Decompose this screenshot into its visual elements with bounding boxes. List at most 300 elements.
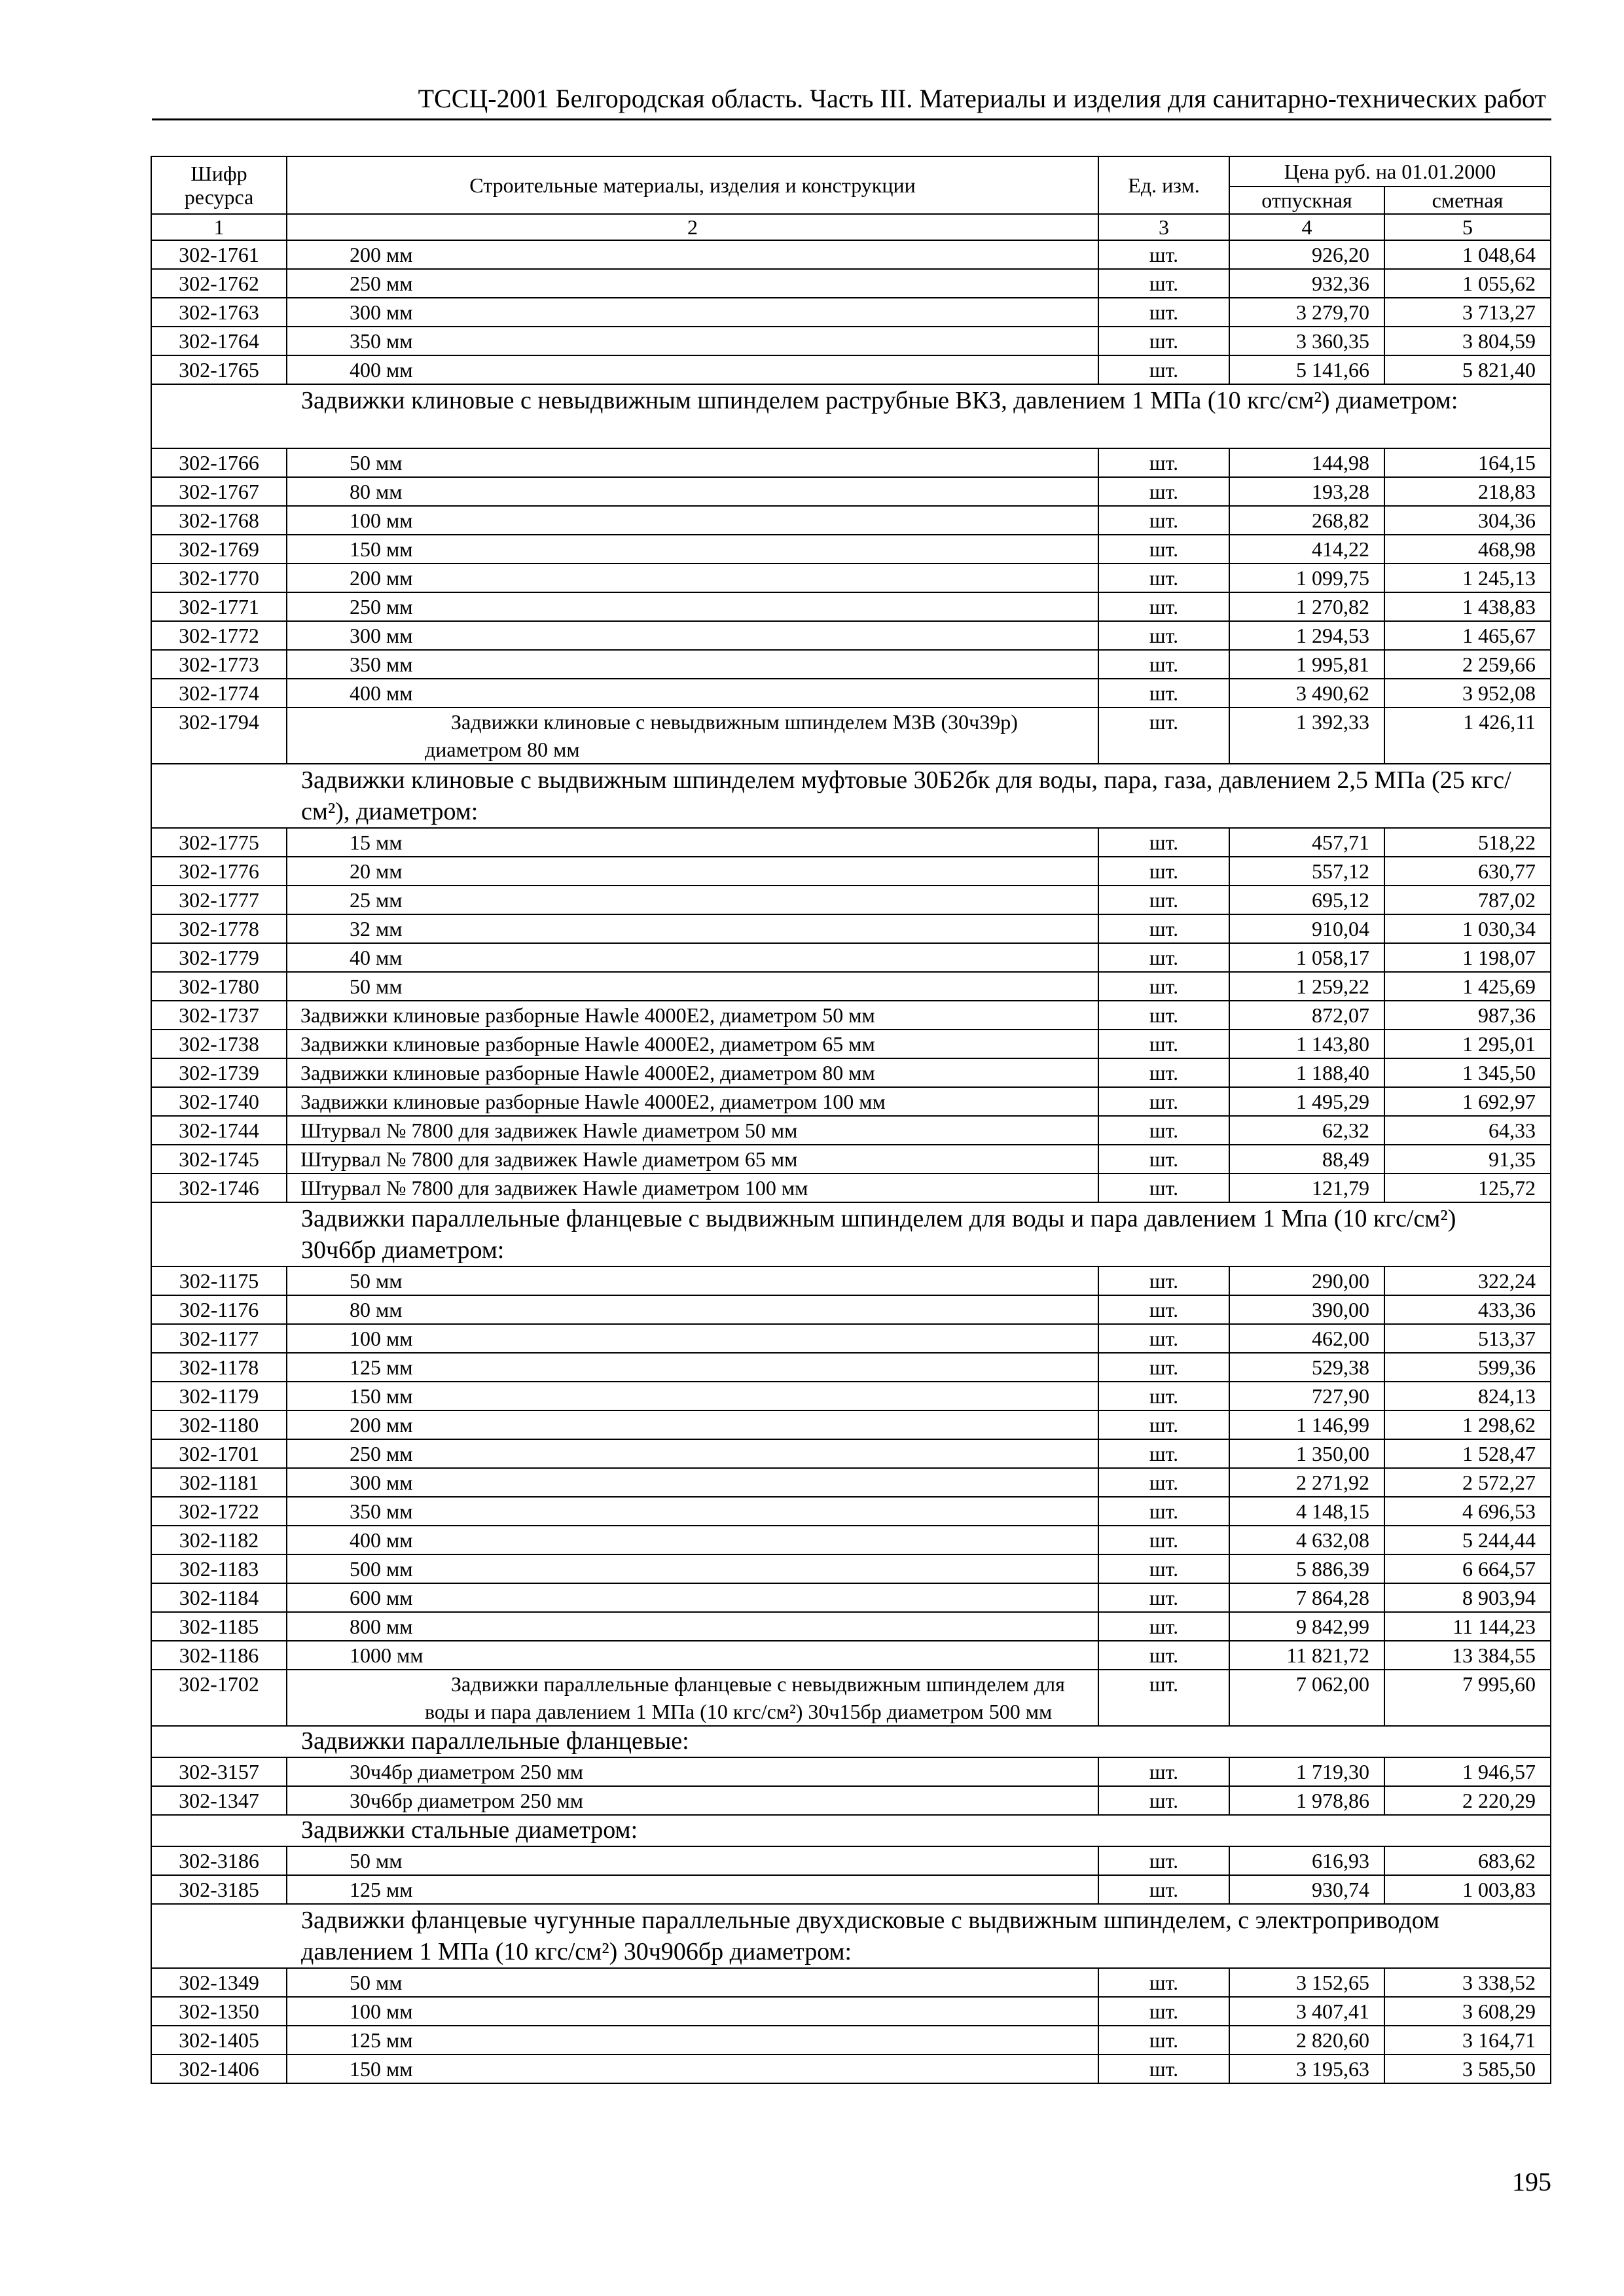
unit-of-measure: шт. xyxy=(1098,2026,1229,2054)
resource-code: 302-1746 xyxy=(151,1174,287,1202)
resource-code: 302-1765 xyxy=(151,355,287,384)
material-name: 1000 мм xyxy=(287,1641,1098,1670)
section-title: Задвижки клиновые с невыдвижным шпинделем раструбные ВКЗ, давлением 1 МПа (10 кгс/см²) диаметром: xyxy=(151,384,1551,448)
release-price: 121,79 xyxy=(1229,1174,1384,1202)
table-row xyxy=(151,477,1551,506)
table-row xyxy=(151,886,1551,914)
column-header-code: Шифр ресурса xyxy=(151,156,287,214)
page-number: 195 xyxy=(1512,2167,1551,2197)
resource-code: 302-1745 xyxy=(151,1145,287,1174)
table-row xyxy=(151,1058,1551,1087)
resource-code: 302-1773 xyxy=(151,650,287,679)
table-row xyxy=(151,1382,1551,1410)
unit-of-measure: шт. xyxy=(1098,564,1229,592)
material-name: Штурвал № 7800 для задвижек Hawle диаметром 50 мм xyxy=(287,1116,1098,1145)
resource-code: 302-1794 xyxy=(151,708,287,764)
table-row xyxy=(151,1324,1551,1353)
table-row xyxy=(151,1968,1551,1997)
section-heading-row xyxy=(151,1904,1551,1968)
resource-code: 302-1181 xyxy=(151,1468,287,1497)
release-price: 9 842,99 xyxy=(1229,1612,1384,1641)
material-name: 30ч6бр диаметром 250 мм xyxy=(287,1786,1098,1815)
unit-of-measure: шт. xyxy=(1098,1786,1229,1815)
material-name: Штурвал № 7800 для задвижек Hawle диаметром 65 мм xyxy=(287,1145,1098,1174)
material-name: 25 мм xyxy=(287,886,1098,914)
material-name: Задвижки клиновые разборные Hawle 4000E2, диаметром 80 мм xyxy=(287,1058,1098,1087)
release-price: 1 146,99 xyxy=(1229,1410,1384,1439)
table-row xyxy=(151,1997,1551,2026)
material-name: 40 мм xyxy=(287,943,1098,972)
table-row xyxy=(151,269,1551,298)
release-price: 290,00 xyxy=(1229,1266,1384,1295)
section-heading-row xyxy=(151,764,1551,828)
release-price: 727,90 xyxy=(1229,1382,1384,1410)
material-name: 800 мм xyxy=(287,1612,1098,1641)
unit-of-measure: шт. xyxy=(1098,535,1229,564)
release-price: 3 490,62 xyxy=(1229,679,1384,708)
material-name: 250 мм xyxy=(287,269,1098,298)
material-name: 100 мм xyxy=(287,1324,1098,1353)
price-table xyxy=(151,156,1551,2084)
estimate-price: 2 259,66 xyxy=(1384,650,1551,679)
estimate-price: 6 664,57 xyxy=(1384,1554,1551,1583)
estimate-price: 1 048,64 xyxy=(1384,240,1551,269)
material-name: 150 мм xyxy=(287,2054,1098,2083)
table-row xyxy=(151,1087,1551,1116)
estimate-price: 5 821,40 xyxy=(1384,355,1551,384)
estimate-price: 599,36 xyxy=(1384,1353,1551,1382)
material-name: 600 мм xyxy=(287,1583,1098,1612)
table-row xyxy=(151,1030,1551,1058)
table-row xyxy=(151,240,1551,269)
table-row xyxy=(151,1670,1551,1726)
unit-of-measure: шт. xyxy=(1098,477,1229,506)
release-price: 2 271,92 xyxy=(1229,1468,1384,1497)
unit-of-measure: шт. xyxy=(1098,1382,1229,1410)
resource-code: 302-1176 xyxy=(151,1295,287,1324)
estimate-price: 1 528,47 xyxy=(1384,1439,1551,1468)
estimate-price: 1 465,67 xyxy=(1384,621,1551,650)
table-row xyxy=(151,1875,1551,1904)
material-name: 300 мм xyxy=(287,621,1098,650)
release-price: 529,38 xyxy=(1229,1353,1384,1382)
unit-of-measure: шт. xyxy=(1098,1583,1229,1612)
resource-code: 302-1179 xyxy=(151,1382,287,1410)
estimate-price: 7 995,60 xyxy=(1384,1670,1551,1726)
material-name: 32 мм xyxy=(287,914,1098,943)
release-price: 1 270,82 xyxy=(1229,592,1384,621)
unit-of-measure: шт. xyxy=(1098,857,1229,886)
resource-code: 302-1186 xyxy=(151,1641,287,1670)
release-price: 268,82 xyxy=(1229,506,1384,535)
table-row xyxy=(151,298,1551,327)
unit-of-measure: шт. xyxy=(1098,1846,1229,1875)
table-row xyxy=(151,2054,1551,2083)
material-name: 400 мм xyxy=(287,679,1098,708)
table-row xyxy=(151,857,1551,886)
estimate-price: 1 425,69 xyxy=(1384,972,1551,1001)
estimate-price: 1 345,50 xyxy=(1384,1058,1551,1087)
estimate-price: 787,02 xyxy=(1384,886,1551,914)
table-row xyxy=(151,1641,1551,1670)
material-name: 500 мм xyxy=(287,1554,1098,1583)
resource-code: 302-1774 xyxy=(151,679,287,708)
material-name: 50 мм xyxy=(287,1846,1098,1875)
release-price: 4 148,15 xyxy=(1229,1497,1384,1526)
resource-code: 302-1350 xyxy=(151,1997,287,2026)
table-row xyxy=(151,2026,1551,2054)
release-price: 88,49 xyxy=(1229,1145,1384,1174)
resource-code: 302-1780 xyxy=(151,972,287,1001)
table-row xyxy=(151,679,1551,708)
section-title: Задвижки стальные диаметром: xyxy=(151,1815,1551,1846)
column-header-release-price: отпускная xyxy=(1229,187,1384,214)
resource-code: 302-1740 xyxy=(151,1087,287,1116)
release-price: 1 058,17 xyxy=(1229,943,1384,972)
unit-of-measure: шт. xyxy=(1098,2054,1229,2083)
resource-code: 302-1772 xyxy=(151,621,287,650)
estimate-price: 1 298,62 xyxy=(1384,1410,1551,1439)
section-heading-row xyxy=(151,1726,1551,1757)
release-price: 557,12 xyxy=(1229,857,1384,886)
material-name: 400 мм xyxy=(287,1526,1098,1554)
material-name: 30ч4бр диаметром 250 мм xyxy=(287,1757,1098,1786)
table-row xyxy=(151,1116,1551,1145)
unit-of-measure: шт. xyxy=(1098,650,1229,679)
estimate-price: 91,35 xyxy=(1384,1145,1551,1174)
release-price: 5 141,66 xyxy=(1229,355,1384,384)
unit-of-measure: шт. xyxy=(1098,1439,1229,1468)
table-row xyxy=(151,448,1551,477)
column-number: 5 xyxy=(1384,214,1551,240)
release-price: 3 152,65 xyxy=(1229,1968,1384,1997)
resource-code: 302-1175 xyxy=(151,1266,287,1295)
release-price: 932,36 xyxy=(1229,269,1384,298)
resource-code: 302-1744 xyxy=(151,1116,287,1145)
material-name: 50 мм xyxy=(287,1968,1098,1997)
unit-of-measure: шт. xyxy=(1098,972,1229,1001)
estimate-price: 824,13 xyxy=(1384,1382,1551,1410)
unit-of-measure: шт. xyxy=(1098,506,1229,535)
release-price: 7 062,00 xyxy=(1229,1670,1384,1726)
estimate-price: 3 608,29 xyxy=(1384,1997,1551,2026)
release-price: 1 350,00 xyxy=(1229,1439,1384,1468)
section-heading-row xyxy=(151,1815,1551,1846)
section-title: Задвижки фланцевые чугунные параллельные двухдисковые с выдвижным шпинделем, с электроприводом давлением 1 МПа (10 кгс/см²) 30ч906бр диаметром: xyxy=(151,1904,1551,1968)
material-name: 350 мм xyxy=(287,327,1098,355)
estimate-price: 3 713,27 xyxy=(1384,298,1551,327)
unit-of-measure: шт. xyxy=(1098,1875,1229,1904)
estimate-price: 3 952,08 xyxy=(1384,679,1551,708)
estimate-price: 518,22 xyxy=(1384,828,1551,857)
resource-code: 302-1770 xyxy=(151,564,287,592)
unit-of-measure: шт. xyxy=(1098,1757,1229,1786)
resource-code: 302-1739 xyxy=(151,1058,287,1087)
release-price: 4 632,08 xyxy=(1229,1526,1384,1554)
estimate-price: 1 030,34 xyxy=(1384,914,1551,943)
unit-of-measure: шт. xyxy=(1098,621,1229,650)
column-number-row xyxy=(151,214,1551,240)
release-price: 457,71 xyxy=(1229,828,1384,857)
table-row xyxy=(151,1295,1551,1324)
estimate-price: 164,15 xyxy=(1384,448,1551,477)
release-price: 390,00 xyxy=(1229,1295,1384,1324)
release-price: 3 279,70 xyxy=(1229,298,1384,327)
resource-code: 302-1778 xyxy=(151,914,287,943)
material-name: 125 мм xyxy=(287,2026,1098,2054)
estimate-price: 218,83 xyxy=(1384,477,1551,506)
table-row xyxy=(151,943,1551,972)
material-name: Задвижки клиновые разборные Hawle 4000E2, диаметром 100 мм xyxy=(287,1087,1098,1116)
resource-code: 302-1722 xyxy=(151,1497,287,1526)
resource-code: 302-1769 xyxy=(151,535,287,564)
estimate-price: 64,33 xyxy=(1384,1116,1551,1145)
estimate-price: 2 572,27 xyxy=(1384,1468,1551,1497)
resource-code: 302-1764 xyxy=(151,327,287,355)
estimate-price: 433,36 xyxy=(1384,1295,1551,1324)
table-row xyxy=(151,1583,1551,1612)
material-name: 50 мм xyxy=(287,448,1098,477)
resource-code: 302-1182 xyxy=(151,1526,287,1554)
resource-code: 302-1183 xyxy=(151,1554,287,1583)
estimate-price: 1 692,97 xyxy=(1384,1087,1551,1116)
unit-of-measure: шт. xyxy=(1098,1353,1229,1382)
material-name: 80 мм xyxy=(287,1295,1098,1324)
table-row xyxy=(151,1468,1551,1497)
table-row xyxy=(151,535,1551,564)
estimate-price: 1 426,11 xyxy=(1384,708,1551,764)
resource-code: 302-1738 xyxy=(151,1030,287,1058)
table-row xyxy=(151,914,1551,943)
material-name: 250 мм xyxy=(287,1439,1098,1468)
section-heading-row xyxy=(151,1202,1551,1266)
unit-of-measure: шт. xyxy=(1098,355,1229,384)
material-name: 150 мм xyxy=(287,1382,1098,1410)
table-row xyxy=(151,1612,1551,1641)
unit-of-measure: шт. xyxy=(1098,1612,1229,1641)
unit-of-measure: шт. xyxy=(1098,592,1229,621)
release-price: 1 294,53 xyxy=(1229,621,1384,650)
unit-of-measure: шт. xyxy=(1098,914,1229,943)
material-name: 350 мм xyxy=(287,1497,1098,1526)
material-name: 400 мм xyxy=(287,355,1098,384)
release-price: 1 143,80 xyxy=(1229,1030,1384,1058)
unit-of-measure: шт. xyxy=(1098,1058,1229,1087)
table-row xyxy=(151,1001,1551,1030)
estimate-price: 3 804,59 xyxy=(1384,327,1551,355)
material-name: 20 мм xyxy=(287,857,1098,886)
estimate-price: 8 903,94 xyxy=(1384,1583,1551,1612)
estimate-price: 11 144,23 xyxy=(1384,1612,1551,1641)
release-price: 62,32 xyxy=(1229,1116,1384,1145)
unit-of-measure: шт. xyxy=(1098,943,1229,972)
resource-code: 302-1185 xyxy=(151,1612,287,1641)
table-row xyxy=(151,1145,1551,1174)
material-name: 50 мм xyxy=(287,972,1098,1001)
release-price: 11 821,72 xyxy=(1229,1641,1384,1670)
table-row xyxy=(151,1526,1551,1554)
material-name: 200 мм xyxy=(287,1410,1098,1439)
resource-code: 302-1777 xyxy=(151,886,287,914)
table-row xyxy=(151,1846,1551,1875)
resource-code: 302-1349 xyxy=(151,1968,287,1997)
estimate-price: 987,36 xyxy=(1384,1001,1551,1030)
material-name: Штурвал № 7800 для задвижек Hawle диаметром 100 мм xyxy=(287,1174,1098,1202)
unit-of-measure: шт. xyxy=(1098,1030,1229,1058)
unit-of-measure: шт. xyxy=(1098,1968,1229,1997)
estimate-price: 1 946,57 xyxy=(1384,1757,1551,1786)
resource-code: 302-1347 xyxy=(151,1786,287,1815)
unit-of-measure: шт. xyxy=(1098,327,1229,355)
unit-of-measure: шт. xyxy=(1098,1295,1229,1324)
column-number: 2 xyxy=(287,214,1098,240)
section-title: Задвижки параллельные фланцевые с выдвижным шпинделем для воды и пара давлением 1 Мпа (10 кгс/см²) 30ч6бр диаметром: xyxy=(151,1202,1551,1266)
material-name: 200 мм xyxy=(287,564,1098,592)
material-name: Задвижки клиновые с невыдвижным шпинделем МЗВ (30ч39р) диаметром 80 мм xyxy=(287,708,1098,764)
table-row xyxy=(151,1554,1551,1583)
material-name: Задвижки параллельные фланцевые с невыдвижным шпинделем для воды и пара давлением 1 МПа (10 кгс/см²) 30ч15бр диаметром 500 мм xyxy=(287,1670,1098,1726)
material-name: Задвижки клиновые разборные Hawle 4000E2, диаметром 50 мм xyxy=(287,1001,1098,1030)
estimate-price: 468,98 xyxy=(1384,535,1551,564)
unit-of-measure: шт. xyxy=(1098,269,1229,298)
estimate-price: 3 338,52 xyxy=(1384,1968,1551,1997)
release-price: 414,22 xyxy=(1229,535,1384,564)
section-title: Задвижки клиновые с выдвижным шпинделем муфтовые 30Б2бк для воды, пара, газа, давлением 2,5 МПа (25 кгс/см²), диаметром: xyxy=(151,764,1551,828)
material-name: 50 мм xyxy=(287,1266,1098,1295)
material-name: 125 мм xyxy=(287,1353,1098,1382)
unit-of-measure: шт. xyxy=(1098,1266,1229,1295)
resource-code: 302-1762 xyxy=(151,269,287,298)
unit-of-measure: шт. xyxy=(1098,448,1229,477)
release-price: 5 886,39 xyxy=(1229,1554,1384,1583)
estimate-price: 1 198,07 xyxy=(1384,943,1551,972)
unit-of-measure: шт. xyxy=(1098,828,1229,857)
unit-of-measure: шт. xyxy=(1098,708,1229,764)
estimate-price: 322,24 xyxy=(1384,1266,1551,1295)
estimate-price: 1 438,83 xyxy=(1384,592,1551,621)
resource-code: 302-1775 xyxy=(151,828,287,857)
table-row xyxy=(151,972,1551,1001)
column-header-estimate-price: сметная xyxy=(1384,187,1551,214)
table-row xyxy=(151,621,1551,650)
material-name: Задвижки клиновые разборные Hawle 4000E2, диаметром 65 мм xyxy=(287,1030,1098,1058)
resource-code: 302-3185 xyxy=(151,1875,287,1904)
unit-of-measure: шт. xyxy=(1098,1174,1229,1202)
resource-code: 302-1763 xyxy=(151,298,287,327)
material-name: 125 мм xyxy=(287,1875,1098,1904)
material-name: 350 мм xyxy=(287,650,1098,679)
table-row xyxy=(151,1757,1551,1786)
estimate-price: 304,36 xyxy=(1384,506,1551,535)
resource-code: 302-1737 xyxy=(151,1001,287,1030)
resource-code: 302-1180 xyxy=(151,1410,287,1439)
material-name: 250 мм xyxy=(287,592,1098,621)
header-divider xyxy=(152,118,1551,120)
unit-of-measure: шт. xyxy=(1098,1324,1229,1353)
estimate-price: 1 295,01 xyxy=(1384,1030,1551,1058)
unit-of-measure: шт. xyxy=(1098,886,1229,914)
unit-of-measure: шт. xyxy=(1098,1497,1229,1526)
unit-of-measure: шт. xyxy=(1098,1526,1229,1554)
table-row xyxy=(151,1439,1551,1468)
resource-code: 302-1767 xyxy=(151,477,287,506)
release-price: 616,93 xyxy=(1229,1846,1384,1875)
material-name: 300 мм xyxy=(287,1468,1098,1497)
estimate-price: 630,77 xyxy=(1384,857,1551,886)
material-name: 150 мм xyxy=(287,535,1098,564)
estimate-price: 1 245,13 xyxy=(1384,564,1551,592)
resource-code: 302-1779 xyxy=(151,943,287,972)
estimate-price: 5 244,44 xyxy=(1384,1526,1551,1554)
resource-code: 302-1405 xyxy=(151,2026,287,2054)
unit-of-measure: шт. xyxy=(1098,1468,1229,1497)
release-price: 1 099,75 xyxy=(1229,564,1384,592)
release-price: 926,20 xyxy=(1229,240,1384,269)
estimate-price: 125,72 xyxy=(1384,1174,1551,1202)
release-price: 7 864,28 xyxy=(1229,1583,1384,1612)
estimate-price: 2 220,29 xyxy=(1384,1786,1551,1815)
release-price: 695,12 xyxy=(1229,886,1384,914)
release-price: 1 995,81 xyxy=(1229,650,1384,679)
column-header-unit: Ед. изм. xyxy=(1098,156,1229,214)
table-row xyxy=(151,1266,1551,1295)
table-row xyxy=(151,1786,1551,1815)
estimate-price: 513,37 xyxy=(1384,1324,1551,1353)
table-row xyxy=(151,1497,1551,1526)
resource-code: 302-1702 xyxy=(151,1670,287,1726)
unit-of-measure: шт. xyxy=(1098,298,1229,327)
estimate-price: 1 003,83 xyxy=(1384,1875,1551,1904)
estimate-price: 4 696,53 xyxy=(1384,1497,1551,1526)
material-name: 15 мм xyxy=(287,828,1098,857)
resource-code: 302-1177 xyxy=(151,1324,287,1353)
material-name: 100 мм xyxy=(287,506,1098,535)
table-row xyxy=(151,650,1551,679)
resource-code: 302-1768 xyxy=(151,506,287,535)
unit-of-measure: шт. xyxy=(1098,1554,1229,1583)
resource-code: 302-3157 xyxy=(151,1757,287,1786)
release-price: 3 407,41 xyxy=(1229,1997,1384,2026)
unit-of-measure: шт. xyxy=(1098,240,1229,269)
table-row xyxy=(151,1174,1551,1202)
column-number: 1 xyxy=(151,214,287,240)
section-heading-row xyxy=(151,384,1551,448)
resource-code: 302-3186 xyxy=(151,1846,287,1875)
unit-of-measure: шт. xyxy=(1098,1997,1229,2026)
release-price: 1 259,22 xyxy=(1229,972,1384,1001)
table-row xyxy=(151,355,1551,384)
release-price: 144,98 xyxy=(1229,448,1384,477)
release-price: 3 195,63 xyxy=(1229,2054,1384,2083)
table-body xyxy=(151,240,1551,2083)
release-price: 1 392,33 xyxy=(1229,708,1384,764)
resource-code: 302-1701 xyxy=(151,1439,287,1468)
resource-code: 302-1184 xyxy=(151,1583,287,1612)
resource-code: 302-1761 xyxy=(151,240,287,269)
table-row xyxy=(151,506,1551,535)
column-header-name: Строительные материалы, изделия и конструкции xyxy=(287,156,1098,214)
release-price: 1 188,40 xyxy=(1229,1058,1384,1087)
release-price: 910,04 xyxy=(1229,914,1384,943)
release-price: 2 820,60 xyxy=(1229,2026,1384,2054)
release-price: 1 495,29 xyxy=(1229,1087,1384,1116)
unit-of-measure: шт. xyxy=(1098,1001,1229,1030)
resource-code: 302-1776 xyxy=(151,857,287,886)
column-number: 4 xyxy=(1229,214,1384,240)
table-header-row xyxy=(151,156,1551,187)
section-title: Задвижки параллельные фланцевые: xyxy=(151,1726,1551,1757)
table-row xyxy=(151,1410,1551,1439)
